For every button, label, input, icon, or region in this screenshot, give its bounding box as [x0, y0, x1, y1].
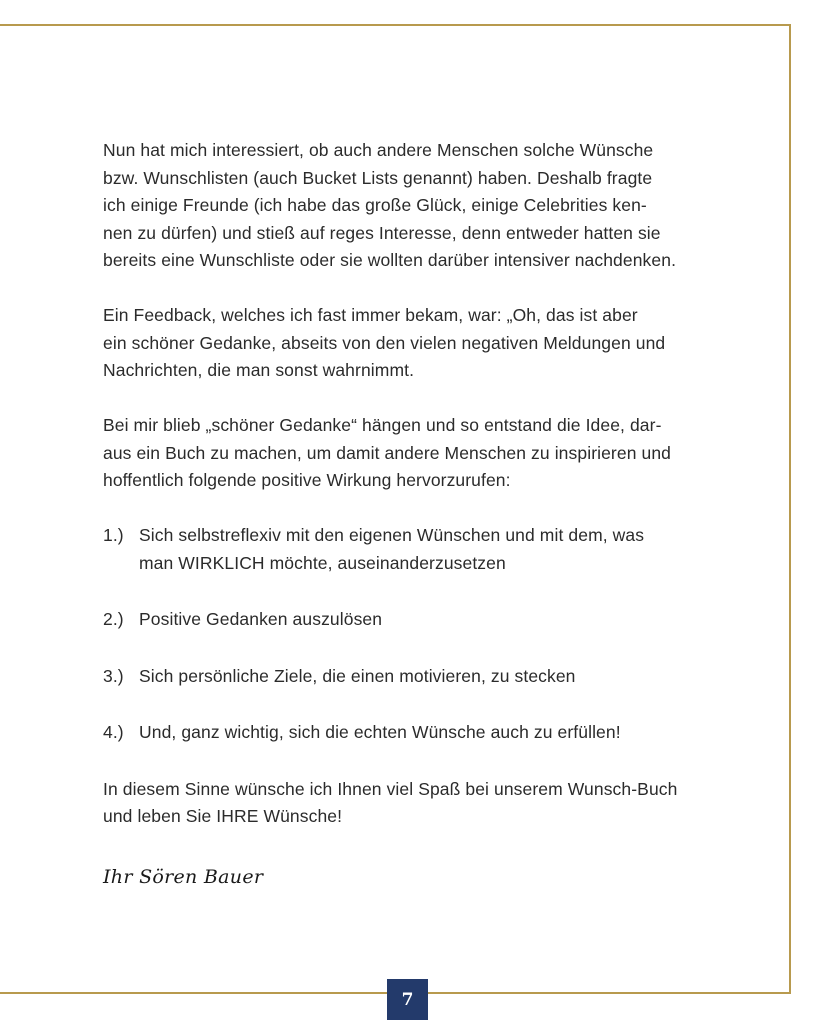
- text-line: bereits eine Wunschliste oder sie wollten darüber intensiver nachdenken.: [103, 250, 677, 270]
- signature: Ihr Sören Bauer: [103, 866, 264, 888]
- list-number: 4.): [103, 722, 124, 742]
- text-line: Und, ganz wichtig, sich die echten Wünsche auch zu erfüllen!: [139, 722, 621, 742]
- text-line: hoffentlich folgende positive Wirkung hervorzurufen:: [103, 470, 511, 490]
- list-number: 2.): [103, 609, 124, 629]
- list-text: [139, 663, 703, 691]
- closing-paragraph: [103, 776, 703, 831]
- text-line: man WIRKLICH möchte, auseinanderzusetzen: [139, 552, 506, 573]
- paragraph-1: [103, 137, 703, 275]
- paragraph-3: [103, 412, 703, 495]
- page-number: 7: [401, 989, 414, 1010]
- text-line: In diesem Sinne wünsche ich Ihnen viel Spaß bei unserem Wunsch-Buch: [103, 778, 678, 799]
- list-number: 3.): [103, 665, 124, 686]
- list-item-2: [103, 606, 703, 634]
- list-text: [139, 522, 703, 577]
- text-line: bzw. Wunschlisten (auch Bucket Lists genannt) haben. Deshalb fragte: [103, 167, 653, 188]
- text-line: Ein Feedback, welches ich fast immer bekam, war: „Oh, das ist aber: [103, 305, 638, 325]
- body-text: [103, 137, 703, 831]
- list-number: 1.): [103, 525, 124, 545]
- page-number-badge: [387, 979, 428, 1020]
- list-text: [139, 606, 703, 634]
- text-line: Sich persönliche Ziele, die einen motivieren, zu stecken: [139, 665, 576, 686]
- list-text: [139, 719, 703, 747]
- text-line: ein schöner Gedanke, abseits von den vielen negativen Meldungen und: [103, 332, 666, 353]
- text-line: Nun hat mich interessiert, ob auch andere Menschen solche Wünsche: [103, 140, 654, 160]
- list-item-4: [103, 719, 703, 747]
- text-line: Bei mir blieb „schöner Gedanke“ hängen und so entstand die Idee, dar-: [103, 415, 662, 435]
- text-line: Sich selbstreflexiv mit den eigenen Wünschen und mit dem, was: [139, 525, 645, 545]
- list-item-1: [103, 522, 703, 577]
- text-line: aus ein Buch zu machen, um damit andere Menschen zu inspirieren und: [103, 442, 671, 463]
- paragraph-2: [103, 302, 703, 385]
- text-line: nen zu dürfen) und stieß auf reges Interesse, denn entweder hatten sie: [103, 222, 661, 243]
- text-line: ich einige Freunde (ich habe das große Glück, einige Celebrities ken-: [103, 195, 647, 215]
- text-line: Positive Gedanken auszulösen: [139, 609, 383, 629]
- text-line: Nachrichten, die man sonst wahrnimmt.: [103, 360, 415, 380]
- text-line: und leben Sie IHRE Wünsche!: [103, 806, 343, 826]
- list-item-3: [103, 663, 703, 691]
